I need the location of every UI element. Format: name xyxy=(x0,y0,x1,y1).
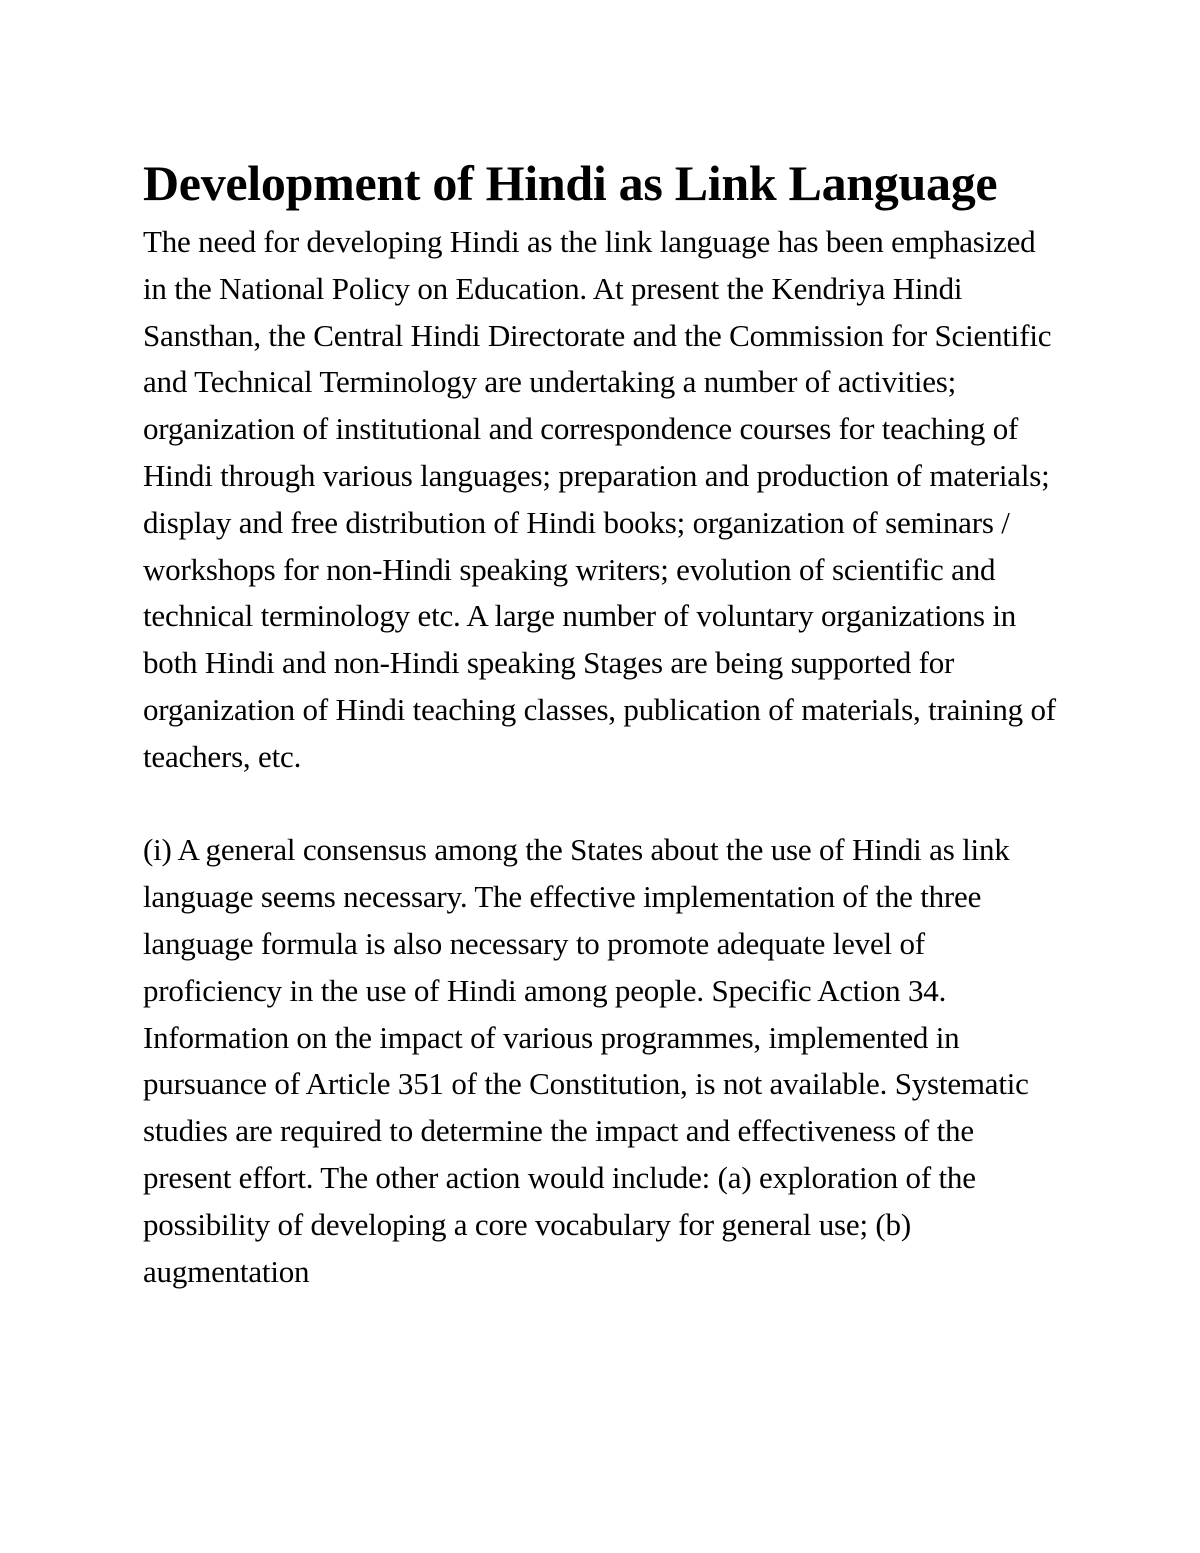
document-title: Development of Hindi as Link Language xyxy=(143,155,998,211)
document-page xyxy=(143,148,1063,1295)
paragraph-intro: The need for developing Hindi as the link language has been emphasized in the National Policy on Education. At present the Kendriya Hindi Sansthan, the Central Hindi Directorate and the Commission for Scientific and Technical Terminology are undertaking a number of activities; organization of institutional and correspondence courses for teaching of Hindi through various languages; preparation and production of materials; display and free distribution of Hindi books; organization of seminars / workshops for non-Hindi speaking writers; evolution of scientific and technical terminology etc. A large number of voluntary organizations in both Hindi and non-Hindi speaking Stages are being supported for organization of Hindi teaching classes, publication of materials, training of teachers, etc. xyxy=(143,224,1056,774)
paragraph-consensus: (i) A general consensus among the States about the use of Hindi as link language seems necessary. The effective implementation of the three language formula is also necessary to promote adequate level of proficiency in the use of Hindi among people. Specific Action 34. Information on the impact of various programmes, implemented in pursuance of Article 351 of the Constitution, is not available. Systematic studies are required to determine the impact and effectiveness of the present effort. The other action would include: (a) exploration of the possibility of developing a core vocabulary for general use; (b) augmentation xyxy=(143,832,1029,1289)
